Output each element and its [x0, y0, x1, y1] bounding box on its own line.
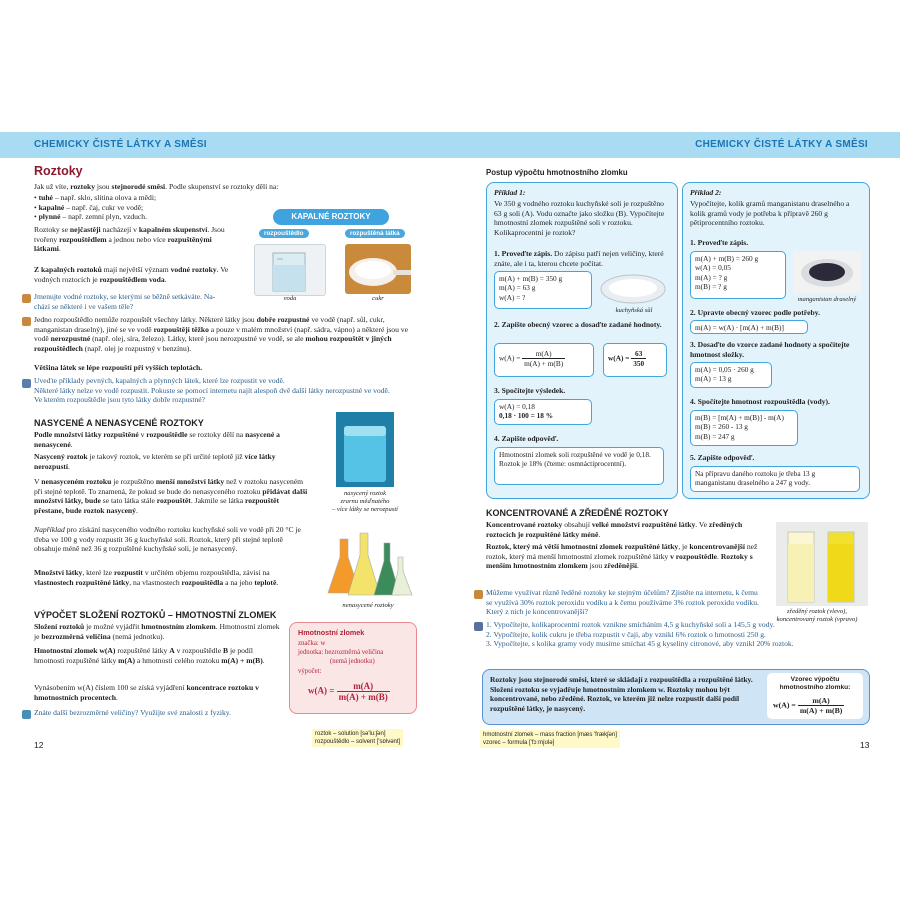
example-2-zapis: m(A) + m(B) = 260 g w(A) = 0,05 m(A) = ? g m(B) = ? g: [690, 251, 786, 299]
note-question-1: Jmenujte vodné roztoky, se kterými se běžně setkáváte. Na- chází se některé i ve vašem těle?: [34, 292, 216, 311]
salt-dish-photo: [597, 271, 669, 305]
caption-zredeny: zředěný roztok (vlevo), koncentrovaný roztok (vpravo): [776, 608, 858, 623]
people-icon: [22, 294, 31, 303]
para-solubility: Jedno rozpouštědlo nemůže rozpouštět všechny látky. Některé látky jsou dobře rozpustné ve vodě (např. sůl, cukr, manganistan draselný), jiné se ve vodě rozpouštějí těžko a pouze v malém množství (např. sádra, vápno) a některé jsou ve vodě nerozpustné (např. olej, síra, železo). Látky, které jsou nerozpustné ve vodě, se ale mohou rozpouštět v jiných rozpouštědlech (např. olej je rozpustný v benzínu).: [34, 315, 408, 353]
heading-koncentrovane: KONCENTROVANÉ A ZŘEDĚNÉ ROZTOKY: [486, 508, 669, 518]
example-1-odpoved: Hmotnostní zlomek soli rozpuštěné ve vodě je 0,18. Roztok je 18% (čteme: osmnáctiprocentní).: [494, 447, 664, 485]
task-list: [486, 620, 868, 649]
glossary-right: hmotnostní zlomek – mass fraction [mæs 'frækʃən] vzorec – formula ['fɔːmjʊlə]: [480, 730, 620, 748]
para-vypocet-3: Vynásobením w(A) číslem 100 se získá vyjádření koncentrace roztoku v hmotnostních procentech.: [34, 683, 259, 702]
people-icon: [474, 590, 483, 599]
para-konc-2: Roztok, který má větší hmotnostní zlomek rozpuštěné látky, je koncentrovanější než roztok, který má menší hmotnostní zlomek rozpuštěné látky v rozpouštědle. Roztoky s menším hmotnostním zlomkem jsou zředěnější.: [486, 542, 758, 571]
heading-nasycene: NASYCENÉ A NENASYCENÉ ROZTOKY: [34, 418, 204, 428]
tag-rozpustena-latka: rozpuštěná látka: [345, 229, 405, 238]
example-1-zapis: m(A) + m(B) = 350 g m(A) = 63 g w(A) = ?: [494, 271, 592, 309]
para-temperature: Většina látek se lépe rozpouští při vyšších teplotách.: [34, 363, 203, 372]
notebook-icon: [474, 622, 483, 631]
dilute-concentrated-photo: [776, 522, 868, 606]
tag-rozpoustedlo: rozpouštědlo: [259, 229, 309, 238]
state-list: [34, 193, 234, 222]
para-nasycene-4: Například pro získání nasyceného vodného roztoku kuchyňské soli ve vodě při 20 °C je třeba ve 100 g vody rozpustit 36 g kuchyňské soli. Roztok, který při stejné teplotě obsahuje méně než 36 g rozpuštěné kuchyňské soli, je nenasycený.: [34, 525, 301, 554]
para-nasycene-2: Nasycený roztok je takový roztok, ve kterém se při určité teplotě již více látky nerozpustí.: [34, 452, 276, 471]
list-item: • plynné – např. zemní plyn, vzduch.: [34, 212, 147, 222]
water-beaker-photo: [254, 244, 326, 296]
caption-nasyceny: nasycený roztok zrarnu měďnatého – více látky se nerozpustí: [331, 490, 399, 513]
para-konc-1: Koncentrované roztoky obsahují velké množství rozpuštěné látky. Ve zředěných roztocích je rozpuštěné látky méně.: [486, 520, 743, 539]
mass-fraction-box: Hmotnostní zlomek značka: w jednotka: bezrozměrná veličina (nemá jednotku) výpočet: w(A) = $\frac{m(A)}{m(A) + m(B)}$: [289, 622, 417, 714]
example-2-vysledek: m(A) = 0,05 · 260 g m(A) = 13 g: [690, 362, 772, 388]
caption-voda: voda: [283, 295, 297, 302]
example-1-vzorec: w(A) = $\frac{m(A)}{m(A) + m(B)}$: [494, 343, 594, 377]
people-icon: [22, 317, 31, 326]
flasks-photo: [318, 527, 416, 599]
example-2-rozpoustedlo: m(B) = [m(A) + m(B)] - m(A) m(B) = 260 - 13 g m(B) = 247 g: [690, 410, 798, 446]
sugar-spoon-photo: [345, 244, 411, 294]
right-page: [450, 132, 900, 752]
kapalne-roztoky-banner: KAPALNÉ ROZTOKY: [273, 209, 389, 225]
page-number-right: 13: [860, 740, 870, 750]
para-vypocet-2: Hmotnostní zlomek w(A) rozpuštěné látky A v rozpouštědle B je podíl hmotnosti rozpuštěné látky m(A) a hmotnosti celého roztoku m(A) + m(B).: [34, 646, 265, 665]
para-nasycene-1: Podle množství látky rozpuštěné v rozpouštědle se roztoky dělí na nasycené a nenasycené.: [34, 430, 280, 449]
list-item: 3. Vypočítejte, s kolika gramy vody musíme smíchat 45 g kyseliny citronové, aby vznikl 20% roztok.: [486, 639, 794, 649]
example-1-box: Příklad 1: Ve 350 g vodného roztoku kuchyňské soli je rozpuštěno 63 g soli (A). Vodu označte jako složku (B). Vypočítejte hmotnostní zlomek rozpuštěné soli v roztoku. Kolikaprocentní je roztok? 1. Proveďte zápis. Do zápisu patří nejen veličiny, které znáte, ale i ta, kterou chcete počítat. m(A) + m(B) = 350 g m(A) = 63 g w(A) = ? kuchyňská sůl 2. Zapište obecný vzorec a dosaďte zadané hodnoty. w(A) = $\frac{m(A)}{m(A) + m(B)}$ w(A) = $\frac{63}{350}$ 3. Spočítejte výsledek. w(A) = 0,18 0,18 · 100 = 18 % 4. Zapište odpověď. Hmotnostní zlomek soli rozpuštěné ve vodě je 0,18. Roztok je 18% (čteme: osmnáctiprocentní).: [486, 182, 678, 499]
example-2-vzorec: m(A) = w(A) · [m(A) + m(B)]: [690, 320, 808, 334]
para-liquid: Roztoky se nejčastěji nacházejí v kapalném skupenství. Jsou tvořeny rozpouštědlem a jednou nebo více rozpuštěnými látkami.: [34, 225, 225, 254]
list-item: 2. Vypočítejte, kolik cukru je třeba rozpustit v čaji, aby vznikl 6% roztok o hmotnosti 250 g.: [486, 629, 766, 639]
list-item: 1. Vypočítejte, kolikaprocentní roztok vznikne smícháním 4,5 g kuchyňské soli a 145,5 g vody.: [486, 620, 775, 629]
header-band-left: [0, 132, 450, 158]
header-band-right: [450, 132, 900, 158]
para-vypocet-1: Složení roztoků je možné vyjádřit hmotnostním zlomkem. Hmotnostní zlomek je bezrozměrná veličina (nemá jednotku).: [34, 622, 280, 641]
computer-icon: [22, 379, 31, 388]
note-question-4: Můžeme využívat různě ředěné roztoky ke stejným účelům? Zjistěte na internetu, k čemu se využívá 30% roztok peroxidu vodíku a k čemu používáme 3% roztok peroxidu vodíku. Který z nich je koncentrovanější?: [486, 588, 759, 617]
list-item: • tuhé – např. sklo, slitina olova a mědi;: [34, 193, 157, 202]
note-question-3: Znáte další bezrozměrné veličiny? Využijte své znalosti z fyziky.: [34, 708, 231, 717]
example-1-vysledek: w(A) = 0,18 0,18 · 100 = 18 %: [494, 399, 592, 425]
left-page: [0, 132, 450, 752]
list-item: • kapalné – např. čaj, cukr ve vodě;: [34, 202, 144, 212]
summary-formula: Vzorec výpočtu hmotnostního zlomku: w(A) = $\frac{m(A)}{m(A) + m(B)}$: [767, 673, 863, 719]
pink-formula: w(A) = $\frac{m(A)}{m(A) + m(B)}$: [308, 681, 388, 702]
page-number-left: 12: [34, 740, 44, 750]
summary-box: Roztoky jsou stejnorodé směsi, které se skládají z rozpouštědla a rozpuštěné látky. Složení roztoku se vyjadřuje hmotnostním zlomkem w. Roztoky mohou být koncentrované, nebo zředěné. Roztok, ve kterém již nelze rozpustit další podíl rozpuštěné látky, je nasycený. Vzorec výpočtu hmotnostního zlomku: w(A) = $\frac{m(A)}{m(A) + m(B)}$: [482, 669, 870, 725]
para-nasycene-3: V nenasyceném roztoku je rozpuštěno menší množství látky než v roztoku nasyceném při stejné teplotě. To znamená, že pokud se bude do nenasyceného roztoku přidávat další množství látky, bude se tato látka stále rozpouštět. Jakmile se látka rozpouštět přestane, bude roztok nasycený.: [34, 477, 308, 515]
example-2-odpoved: Na přípravu daného roztoku je třeba 13 g manganistanu draselného a 247 g vody.: [690, 466, 860, 492]
para-aqueous: Z kapalných roztoků mají největší význam vodné roztoky. Ve vodných roztocích je rozpouštědlem voda.: [34, 265, 229, 284]
caption-cukr: cukr: [372, 295, 384, 302]
heading-roztoky: Roztoky: [34, 164, 83, 178]
postup-title: Postup výpočtu hmotnostního zlomku: [486, 168, 628, 177]
blue-solution-photo: [336, 412, 394, 487]
header-title-right: CHEMICKY ČISTÉ LÁTKY A SMĚSI: [695, 139, 868, 150]
example-2-box: Příklad 2: Vypočítejte, kolik gramů manganistanu draselného a kolik gramů vody je potřeba k přípravě 260 g pětiprocentního roztoku. 1. Proveďte zápis. m(A) + m(B) = 260 g w(A) = 0,05 m(A) = ? g m(B) = ? g manganistan draselný 2. Upravte obecný vzorec podle potřeby. m(A) = w(A) · [m(A) + m(B)] 3. Dosaďte do vzorce zadané hodnoty a spočítejte hmotnost složky. m(A) = 0,05 · 260 g m(A) = 13 g 4. Spočítejte hmotnost rozpouštědla (vody). m(B) = [m(A) + m(B)] - m(A) m(B) = 260 - 13 g m(B) = 247 g 5. Zapište odpověď. Na přípravu daného roztoku je třeba 13 g manganistanu draselného a 247 g vody.: [682, 182, 870, 499]
note-question-2: Uveďte příklady pevných, kapalných a plynných látek, které lze rozpustit ve vodě. Některé látky nelze ve vodě rozpustit. Pokuste se pomocí internetu najít alespoň dvě další látky nerozpustné ve vodě. Ve kterém rozpouštědle jsou tyto látky dobře rozpustné?: [34, 376, 390, 405]
puzzle-icon: [22, 710, 31, 719]
example-1-dosazeni: w(A) = $\frac{63}{350}$: [603, 343, 667, 377]
intro-text: Jak už víte, roztoky jsou stejnorodé směsi. Podle skupenství se roztoky dělí na:: [34, 182, 279, 191]
caption-nenasycene: nenasycené roztoky: [342, 602, 394, 609]
heading-vypocet: VÝPOČET SLOŽENÍ ROZTOKŮ – HMOTNOSTNÍ ZLOMEK: [34, 610, 277, 620]
para-nasycene-5: Množství látky, které lze rozpustit v určitém objemu rozpouštědla, závisí na vlastnostech rozpuštěné látky, na vlastnostech rozpouštědla a na jeho teplotě.: [34, 568, 279, 587]
header-title-left: CHEMICKY ČISTÉ LÁTKY A SMĚSI: [34, 139, 207, 150]
permanganate-photo: [793, 251, 861, 293]
glossary-left: roztok – solution [sə'lu:ʃən] rozpouštědlo – solvent ['sɒlvənt]: [312, 729, 403, 747]
